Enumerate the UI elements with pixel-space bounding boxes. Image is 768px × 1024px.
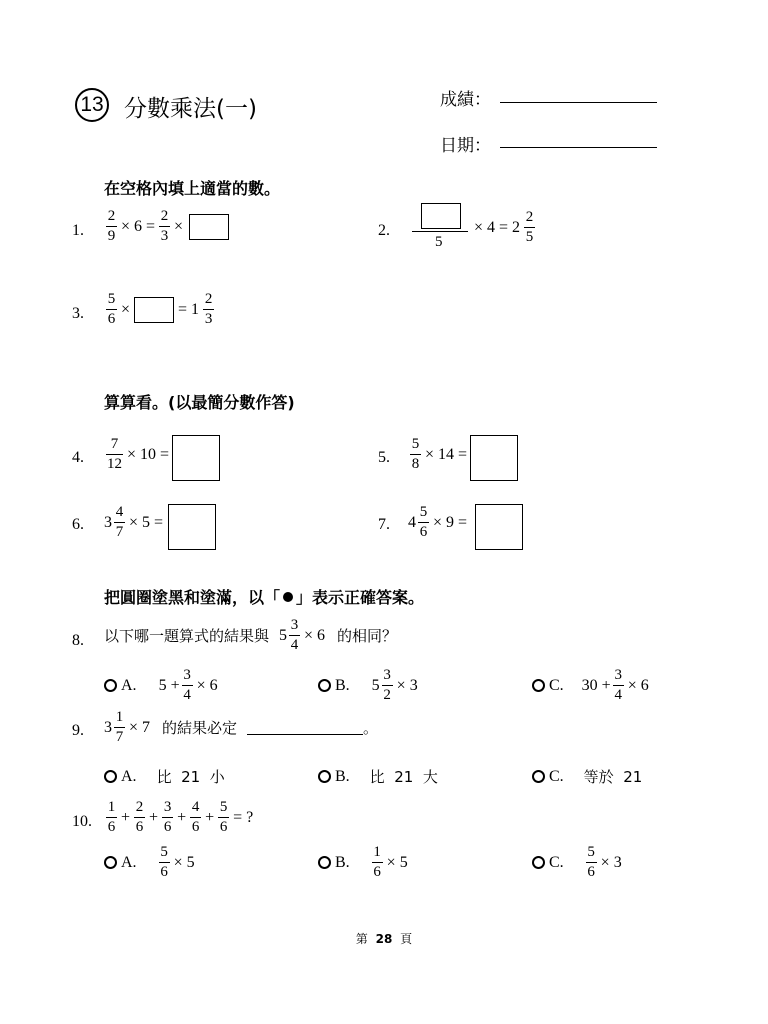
q7-answer-box[interactable] [475, 504, 523, 550]
q3-number: 3. [72, 305, 84, 322]
q8-option-b[interactable]: B. 5 $\frac{3}{2}$ × 3 [318, 668, 420, 703]
q5-number: 5. [378, 449, 390, 466]
date-label: 日期： [440, 136, 491, 156]
q6-number: 6. [72, 516, 84, 533]
page-footer: 第 28 頁 [355, 932, 413, 946]
section2-instruction: 算算看。(以最簡分數作答) [104, 393, 295, 412]
page-title: 分數乘法(一) [124, 96, 257, 122]
q1-expression: $\frac{2}{9}$ × 6 = $\frac{2}{3}$ × [104, 209, 229, 244]
q10-number: 10. [72, 813, 92, 830]
radio-circle-icon[interactable] [318, 856, 331, 869]
q3-frac-a: $\frac{5}{6}$ [107, 291, 116, 327]
q6-answer-box[interactable] [168, 504, 216, 550]
radio-circle-icon[interactable] [532, 679, 545, 692]
q3-answer-box[interactable] [134, 297, 174, 323]
q9-question: 3 $\frac{1}{7}$ × 7 的結果必定 。 [104, 709, 379, 745]
q8-question: 以下哪一題算式的結果與 5 $\frac{3}{4}$ × 6 的相同？ [104, 617, 398, 653]
q2-fraction-bar [412, 231, 468, 232]
q2-denominator: 5 [435, 234, 443, 250]
q1-answer-box[interactable] [189, 214, 229, 240]
q9-blank[interactable] [247, 720, 363, 735]
q4-number: 4. [72, 449, 84, 466]
q8-option-c[interactable]: C. 30 + $\frac{3}{4}$ × 6 [532, 668, 651, 703]
q5-expression: $\frac{5}{8}$ × 14 = [411, 436, 468, 472]
q7-number: 7. [378, 516, 390, 533]
q1-frac-a: $\frac{2}{9}$ [107, 208, 116, 244]
radio-circle-icon[interactable] [532, 770, 545, 783]
radio-circle-icon[interactable] [104, 770, 117, 783]
q9-number: 9. [72, 722, 84, 739]
q7-frac: $\frac{5}{6}$ [419, 504, 428, 540]
q9-option-c[interactable]: C. 等於 21 [532, 766, 642, 787]
q9-option-a[interactable]: A. 比 21 小 [104, 766, 225, 787]
q5-frac: $\frac{5}{8}$ [411, 436, 420, 472]
q2-expression: × 4 = 2 $\frac{2}{5}$ [474, 209, 534, 245]
q4-expression: $\frac{7}{12}$ × 10 = [107, 436, 170, 472]
q8-number: 8. [72, 632, 84, 649]
date-field[interactable] [500, 147, 657, 148]
q2-answer-box[interactable] [421, 203, 461, 229]
q6-expression: 3 $\frac{4}{7}$ × 5 = [104, 504, 164, 540]
section1-instruction: 在空格內填上適當的數。 [104, 179, 281, 198]
q3-frac-c: $\frac{2}{3}$ [204, 291, 213, 327]
q10-option-b[interactable]: B. $\frac{1}{6}$ × 5 [318, 845, 410, 880]
chapter-number: 13 [75, 88, 109, 122]
q1-number: 1. [72, 222, 84, 239]
q6-frac: $\frac{4}{7}$ [115, 504, 124, 540]
q7-expression: 4 $\frac{5}{6}$ × 9 = [408, 504, 468, 540]
q3-expression: $\frac{5}{6}$ × = 1 $\frac{2}{3}$ [107, 291, 213, 327]
score-label: 成績： [440, 90, 491, 110]
radio-circle-icon[interactable] [532, 856, 545, 869]
q2-frac: $\frac{2}{5}$ [525, 209, 534, 245]
q2-number: 2. [378, 222, 390, 239]
page-number: 28 [375, 932, 393, 946]
q4-frac: $\frac{7}{12}$ [107, 436, 122, 472]
q4-answer-box[interactable] [172, 435, 220, 481]
radio-circle-icon[interactable] [318, 679, 331, 692]
radio-circle-icon[interactable] [104, 679, 117, 692]
section3-instruction: 把圓圈塗黑和塗滿，以「 」表示正確答案。 [104, 588, 425, 607]
q10-question: $\frac{1}{6}$ + $\frac{2}{6}$ + $\frac{3}{6}$ + $\frac{4}{6}$ + $\frac{5}{6}$ = ? [107, 799, 254, 835]
filled-circle-icon [283, 592, 293, 602]
q10-option-c[interactable]: C. $\frac{5}{6}$ × 3 [532, 845, 624, 880]
q10-option-a[interactable]: A. $\frac{5}{6}$ × 5 [104, 845, 197, 880]
q9-option-b[interactable]: B. 比 21 大 [318, 766, 438, 787]
q8-option-a[interactable]: A. 5 + $\frac{3}{4}$ × 6 [104, 668, 220, 703]
radio-circle-icon[interactable] [318, 770, 331, 783]
q5-answer-box[interactable] [470, 435, 518, 481]
score-field[interactable] [500, 102, 657, 103]
q1-frac-c: $\frac{2}{3}$ [160, 208, 169, 244]
radio-circle-icon[interactable] [104, 856, 117, 869]
